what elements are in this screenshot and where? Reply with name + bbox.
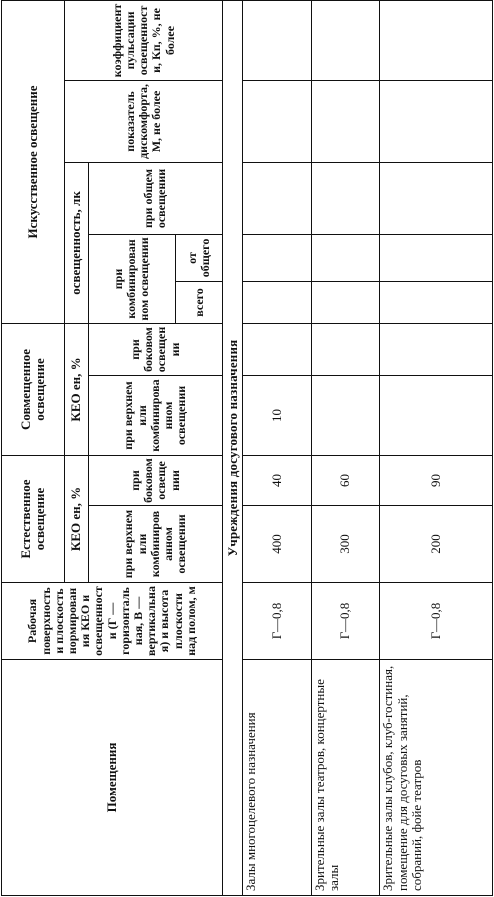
- room-name: Зрительные залы театров, концертные залы: [311, 660, 379, 896]
- header-combined-top: при верхнем или комбинированном освещении: [88, 375, 223, 455]
- from-general-value: [380, 234, 493, 281]
- header-combined-keo: КЕО ен, %: [65, 323, 88, 455]
- section-title: Учреждения досугового назначения: [223, 0, 243, 895]
- header-natural-top: при верхнем или комбинированном освещении: [88, 506, 223, 583]
- header-combined-lighting: Совмещенное освещение: [2, 323, 65, 455]
- header-from-general: от общего: [176, 234, 223, 281]
- header-work-surface: Рабочая поверхность и плоскость нормирования КЕО и освещенности (Г — горизонтальная, В — вертикальная) и высота плоскости над полом, м: [2, 583, 223, 660]
- header-artificial-lighting: Искусственное освещение: [2, 0, 65, 323]
- header-combined-side: при боковом освещении: [88, 323, 223, 375]
- natural-side-value: 90: [380, 455, 493, 505]
- general-value: [243, 162, 311, 234]
- table-row: [380, 0, 493, 895]
- natural-side-value: 40: [243, 455, 311, 505]
- header-natural-side: при боковом освещении: [88, 455, 223, 505]
- header-general-lighting: при общем освещении: [88, 162, 223, 234]
- combined-side-value: [243, 323, 311, 375]
- lighting-norms-table: [1, 0, 493, 896]
- discomfort-value: [243, 80, 311, 162]
- discomfort-value: [311, 80, 379, 162]
- combined-side-value: [311, 323, 379, 375]
- combined-top-value: [380, 375, 493, 455]
- header-illuminance: освещенность, лк: [65, 162, 88, 323]
- pulsation-value: [380, 0, 493, 80]
- header-natural-keo: КЕО ен, %: [65, 455, 88, 582]
- natural-top-value: 400: [243, 506, 311, 583]
- total-value: [380, 281, 493, 323]
- table-row: [311, 0, 379, 895]
- combined-side-value: [380, 323, 493, 375]
- total-value: [243, 281, 311, 323]
- header-natural-lighting: Естественное освещение: [2, 455, 65, 582]
- natural-top-value: 200: [380, 506, 493, 583]
- work-surface-value: Г—0,8: [311, 583, 379, 660]
- natural-side-value: 60: [311, 455, 379, 505]
- header-combined-lighting-mode: при комбинированном освещении: [88, 234, 176, 323]
- room-name: Зрительные залы клубов, клуб-гостиная, помещение для досуговых занятий, собраний, фойе театров: [380, 660, 493, 896]
- pulsation-value: [243, 0, 311, 80]
- work-surface-value: Г—0,8: [380, 583, 493, 660]
- table-row: [243, 0, 311, 895]
- from-general-value: [243, 234, 311, 281]
- total-value: [311, 281, 379, 323]
- combined-top-value: 10: [243, 375, 311, 455]
- natural-top-value: 300: [311, 506, 379, 583]
- header-total: всего: [176, 281, 223, 323]
- header-rooms: Помещения: [2, 660, 223, 896]
- pulsation-value: [311, 0, 379, 80]
- general-value: [311, 162, 379, 234]
- discomfort-value: [380, 80, 493, 162]
- general-value: [380, 162, 493, 234]
- room-name: Залы многоцелевого назначения: [243, 660, 311, 896]
- from-general-value: [311, 234, 379, 281]
- header-discomfort-index: показатель дискомфорта, М, не более: [65, 80, 223, 162]
- combined-top-value: [311, 375, 379, 455]
- header-pulsation-coefficient: коэффициент пульсации освещенности, Кп, %, не более: [65, 0, 223, 80]
- work-surface-value: Г—0,8: [243, 583, 311, 660]
